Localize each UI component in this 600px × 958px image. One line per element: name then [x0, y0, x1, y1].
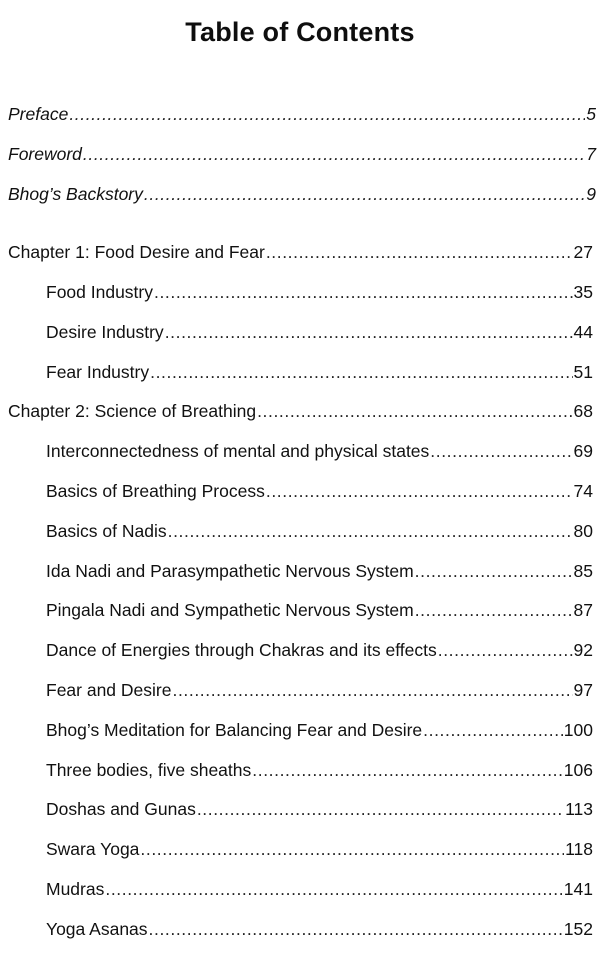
toc-page-number: 141 [563, 879, 593, 899]
toc-entry-basics-of-nadis[interactable] [46, 520, 593, 542]
dot-leader [154, 281, 573, 303]
toc-entry-label: Bhog’s Meditation for Balancing Fear and Desire [46, 720, 423, 740]
toc-entry-dance-of-energies[interactable] [46, 639, 593, 661]
toc-entry-chapter-1[interactable] [8, 241, 593, 263]
toc-entry-backstory[interactable] [8, 183, 596, 205]
dot-leader [144, 183, 585, 205]
dot-leader [140, 838, 564, 860]
toc-page-number: 5 [586, 104, 596, 124]
dot-leader [415, 560, 573, 582]
toc-entry-fear-industry[interactable] [46, 361, 593, 383]
toc-entry-label: Desire Industry [46, 322, 164, 342]
toc-page-number: 85 [573, 561, 593, 581]
dot-leader [69, 103, 585, 125]
toc-entry-label: Fear and Desire [46, 680, 172, 700]
toc-entry-chapter-2[interactable] [8, 400, 593, 422]
dot-leader [252, 759, 563, 781]
dot-leader [266, 480, 573, 502]
toc-entry-food-industry[interactable] [46, 281, 593, 303]
toc-entry-label: Fear Industry [46, 362, 150, 382]
toc-entry-label: Foreword [8, 144, 82, 164]
toc-page-number: 152 [563, 919, 593, 939]
toc-entry-label: Swara Yoga [46, 839, 140, 859]
dot-leader [430, 440, 572, 462]
toc-entry-label: Doshas and Gunas [46, 799, 196, 819]
toc-entry-foreword[interactable] [8, 143, 596, 165]
toc-entry-interconnectedness[interactable] [46, 440, 593, 462]
toc-entry-preface[interactable] [8, 103, 596, 125]
toc-page-number: 27 [573, 242, 593, 262]
toc-entry-label: Yoga Asanas [46, 919, 148, 939]
toc-entry-label: Bhog’s Backstory [8, 184, 143, 204]
toc-entry-label: Chapter 2: Science of Breathing [8, 401, 257, 421]
toc-entry-label: Dance of Energies through Chakras and its effects [46, 640, 437, 660]
toc-entry-breathing-process[interactable] [46, 480, 593, 502]
page-title: Table of Contents [185, 17, 415, 47]
dot-leader [172, 679, 572, 701]
toc-entry-label: Basics of Nadis [46, 521, 167, 541]
dot-leader [150, 361, 572, 383]
dot-leader [105, 878, 562, 900]
toc-entry-label: Food Industry [46, 282, 153, 302]
dot-leader [149, 918, 563, 940]
toc-page-number: 68 [573, 401, 593, 421]
toc-page-number: 69 [573, 441, 593, 461]
toc-entry-three-bodies[interactable] [46, 759, 593, 781]
toc-page-number: 7 [586, 144, 596, 164]
toc-entry-label: Preface [8, 104, 69, 124]
toc-entry-label: Three bodies, five sheaths [46, 760, 252, 780]
toc-entry-label: Ida Nadi and Parasympathetic Nervous System [46, 561, 414, 581]
toc-entry-label: Interconnectedness of mental and physical states [46, 441, 430, 461]
toc-entry-label: Pingala Nadi and Sympathetic Nervous System [46, 600, 414, 620]
toc-page-number: 87 [573, 600, 593, 620]
dot-leader [415, 599, 573, 621]
toc-entry-doshas-and-gunas[interactable] [46, 798, 593, 820]
toc-page-number: 44 [573, 322, 593, 342]
toc-entry-bhogs-meditation[interactable] [46, 719, 593, 741]
toc-page-number: 118 [565, 839, 593, 859]
toc-page-number: 74 [573, 481, 593, 501]
toc-entry-desire-industry[interactable] [46, 321, 593, 343]
dot-leader [423, 719, 563, 741]
dot-leader [257, 400, 572, 422]
toc-entry-label: Basics of Breathing Process [46, 481, 265, 501]
toc-entry-yoga-asanas[interactable] [46, 918, 593, 940]
dot-leader [83, 143, 585, 165]
dot-leader [438, 639, 573, 661]
toc-entry-label: Mudras [46, 879, 105, 899]
toc-page-number: 113 [565, 799, 593, 819]
toc-page-number: 97 [573, 680, 593, 700]
toc-page-number: 51 [573, 362, 593, 382]
dot-leader [266, 241, 573, 263]
toc-page-number: 9 [586, 184, 596, 204]
toc-entry-label: Chapter 1: Food Desire and Fear [8, 242, 265, 262]
toc-entry-pingala-nadi[interactable] [46, 599, 593, 621]
toc-page-number: 80 [573, 521, 593, 541]
toc-page-number: 100 [563, 720, 593, 740]
toc-page-number: 35 [573, 282, 593, 302]
dot-leader [165, 321, 573, 343]
toc-entry-mudras[interactable] [46, 878, 593, 900]
toc-entry-fear-and-desire[interactable] [46, 679, 593, 701]
toc-page-number: 106 [563, 760, 593, 780]
dot-leader [168, 520, 573, 542]
toc-entry-swara-yoga[interactable] [46, 838, 593, 860]
toc-entry-ida-nadi[interactable] [46, 560, 593, 582]
dot-leader [197, 798, 564, 820]
toc-page-number: 92 [573, 640, 593, 660]
